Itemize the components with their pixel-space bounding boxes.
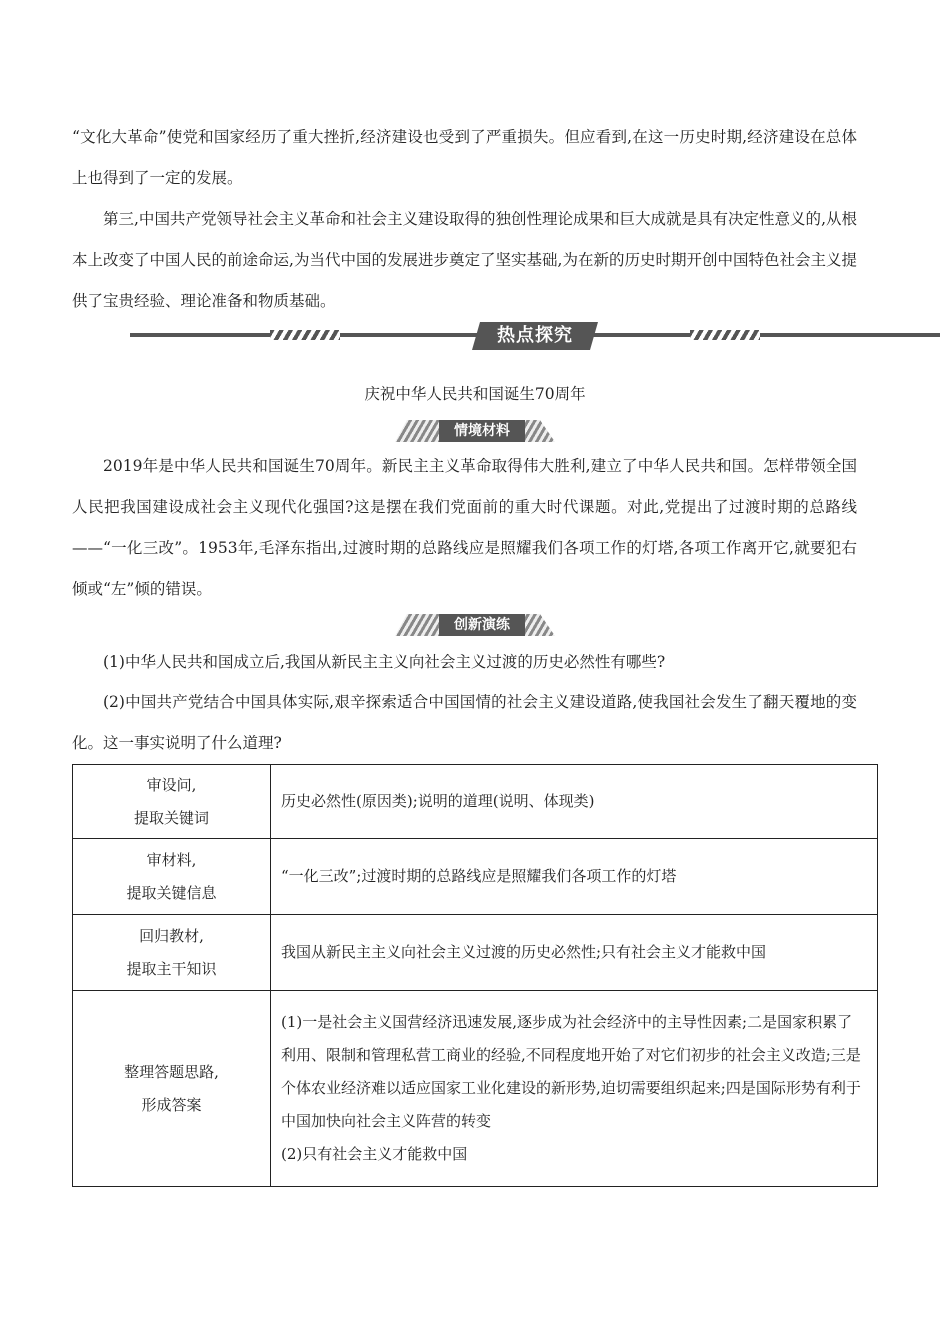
material-tag-label: 情境材料 — [439, 420, 525, 442]
intro-paragraph-2: 第三,中国共产党领导社会主义革命和社会主义建设取得的独创性理论成果和巨大成就是具有决定性意义的,从根本上改变了中国人民的前途命运,为当代中国的发展进步奠定了坚实基础,为在新的历史时期开创中国特色社会主义提供了宝贵经验、理论准备和物质基础。 — [72, 210, 857, 310]
answer-2: (2)只有社会主义才能救中国 — [281, 1145, 468, 1163]
row-header-line: 审材料, — [146, 850, 197, 869]
section-title: 庆祝中华人民共和国诞生70周年 — [364, 385, 586, 403]
table-row — [73, 915, 878, 991]
row-header — [73, 839, 271, 915]
table-row — [73, 991, 878, 1187]
row-content: 历史必然性(原因类);说明的道理(说明、体现类) — [271, 765, 878, 839]
row-header-line: 提取关键信息 — [126, 883, 217, 902]
exercise-tag — [395, 614, 555, 636]
banner-label: 热点探究 — [480, 322, 590, 350]
table-row — [73, 765, 878, 839]
row-header — [73, 915, 271, 991]
row-header-line: 回归教材, — [139, 926, 204, 945]
hot-topic-banner — [130, 322, 940, 352]
row-header — [73, 765, 271, 839]
row-header-line: 审设问, — [146, 775, 197, 794]
row-header-line: 提取关键词 — [133, 808, 209, 827]
row-header-line: 整理答题思路, — [124, 1062, 219, 1081]
material-tag — [395, 420, 555, 442]
exercise-tag-label: 创新演练 — [439, 614, 525, 636]
row-content: 我国从新民主主义向社会主义过渡的历史必然性;只有社会主义才能救中国 — [271, 915, 878, 991]
analysis-table — [72, 764, 878, 1187]
row-header-line: 提取主干知识 — [126, 959, 217, 978]
row-content: “一化三改”;过渡时期的总路线应是照耀我们各项工作的灯塔 — [271, 839, 878, 915]
row-header-line: 形成答案 — [141, 1095, 202, 1114]
row-content — [271, 991, 878, 1187]
material-text: 2019年是中华人民共和国诞生70周年。新民主主义革命取得伟大胜利,建立了中华人民共和国。怎样带领全国人民把我国建设成社会主义现代化强国?这是摆在我们党面前的重大时代课题。对此,党提出了过渡时期的总路线——“一化三改”。1953年,毛泽东指出,过渡时期的总路线应是照耀我们各项工作的灯塔,各项工作离开它,就要犯右倾或“左”倾的错误。 — [72, 457, 857, 598]
question-2: (2)中国共产党结合中国具体实际,艰辛探索适合中国国情的社会主义建设道路,使我国社会发生了翻天覆地的变化。这一事实说明了什么道理? — [72, 693, 857, 752]
row-header — [73, 991, 271, 1187]
question-1: (1)中华人民共和国成立后,我国从新民主主义向社会主义过渡的历史必然性有哪些? — [103, 653, 666, 671]
intro-paragraph-1: “文化大革命”使党和国家经历了重大挫折,经济建设也受到了严重损失。但应看到,在这一历史时期,经济建设在总体上也得到了一定的发展。 — [72, 128, 857, 187]
table-row — [73, 839, 878, 915]
answer-1: (1)一是社会主义国营经济迅速发展,逐步成为社会经济中的主导性因素;二是国家积累了利用、限制和管理私营工商业的经验,不同程度地开始了对它们初步的社会主义改造;三是个体农业经济难以适应国家工业化建设的新形势,迫切需要组织起来;四是国际形势有利于中国加快向社会主义阵营的转变 — [281, 1013, 861, 1130]
